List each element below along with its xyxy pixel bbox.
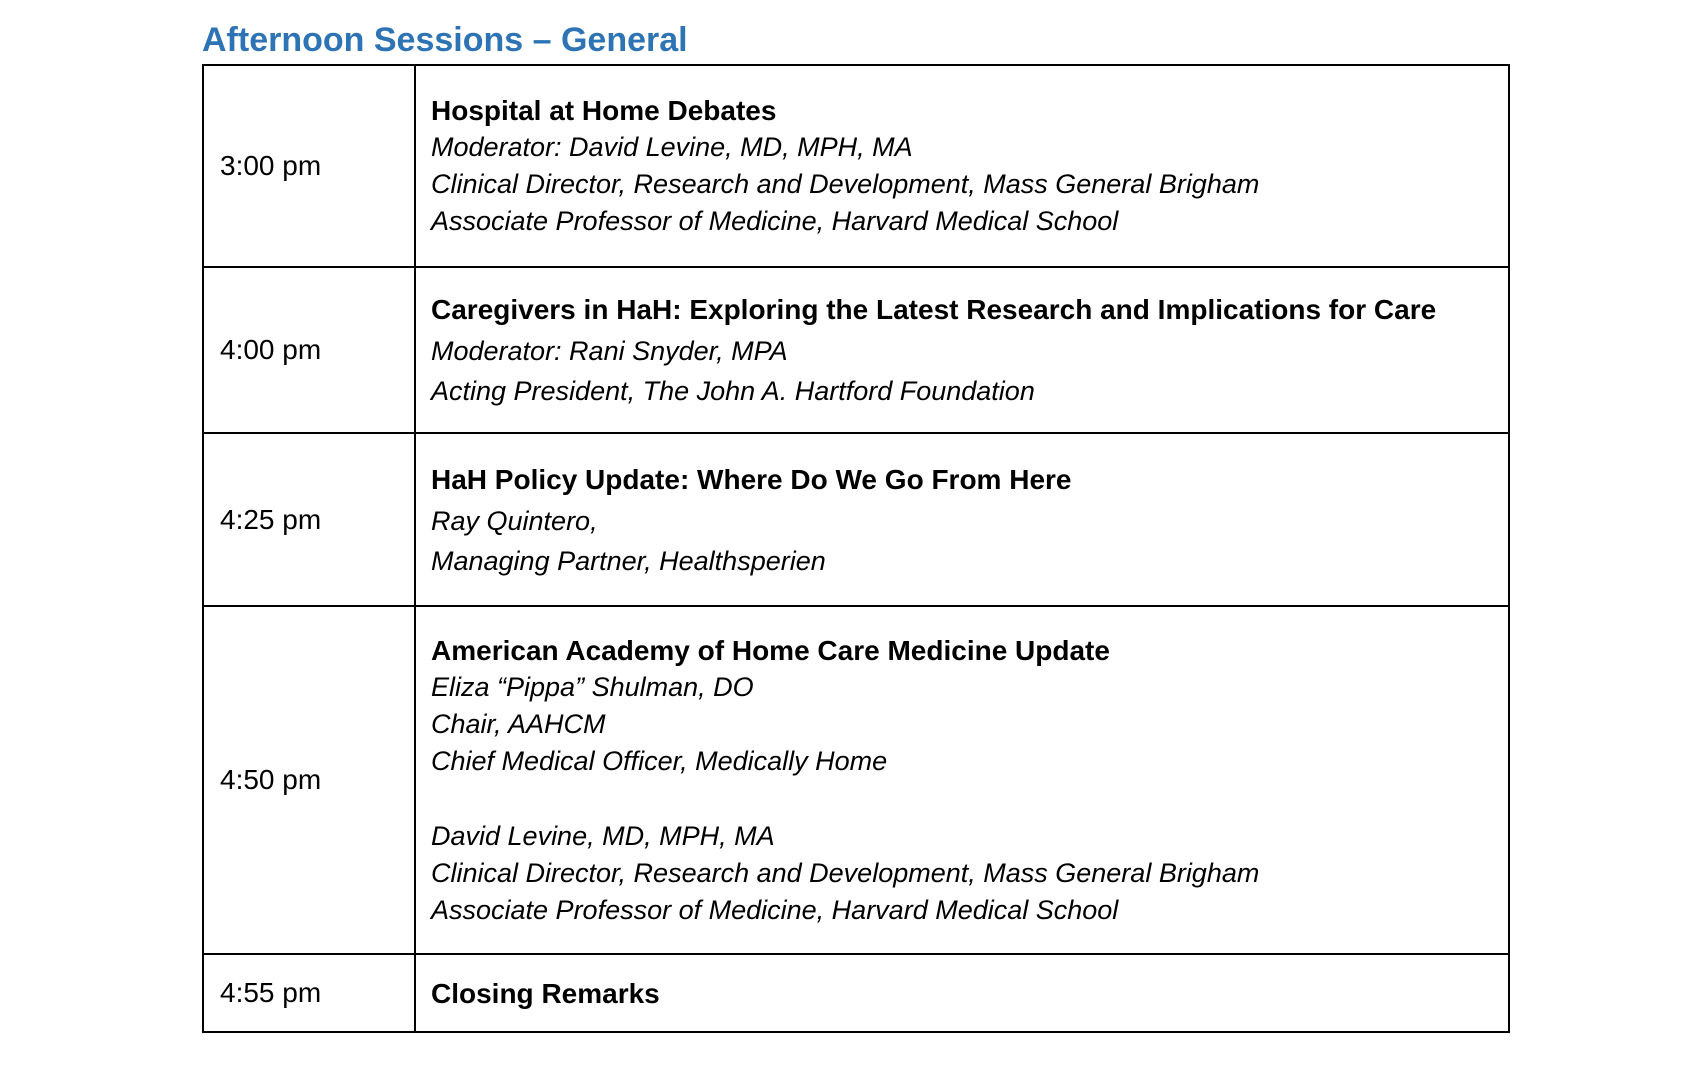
session-speaker-line: Managing Partner, Healthsperien: [431, 545, 826, 576]
session-speaker-line: Acting President, The John A. Hartford Foundation: [431, 376, 1035, 406]
session-title: Closing Remarks: [431, 977, 660, 1009]
session-speaker-line: Moderator: Rani Snyder, MPA: [431, 336, 788, 366]
session-details: [415, 606, 1509, 954]
session-speaker-line: David Levine, MD, MPH, MA: [431, 820, 775, 851]
agenda-row: [203, 954, 1509, 1032]
session-speaker-line: Chief Medical Officer, Medically Home: [431, 745, 888, 776]
session-time: 4:00 pm: [203, 267, 415, 433]
session-title: Hospital at Home Debates: [431, 95, 777, 126]
session-speaker-line: Associate Professor of Medicine, Harvard Medical School: [431, 206, 1119, 236]
session-time: 4:50 pm: [203, 606, 415, 954]
session-details: [415, 954, 1509, 1032]
session-time: 4:55 pm: [203, 954, 415, 1032]
session-speaker-line: Clinical Director, Research and Development, Mass General Brigham: [431, 169, 1260, 199]
session-speaker-line: Moderator: David Levine, MD, MPH, MA: [431, 132, 913, 162]
session-time: 3:00 pm: [203, 65, 415, 267]
session-title: Caregivers in HaH: Exploring the Latest Research and Implications for Care: [431, 294, 1437, 325]
spacer: [431, 780, 1508, 818]
session-details: [415, 267, 1509, 433]
session-details: [415, 65, 1509, 267]
session-speaker-line: Clinical Director, Research and Development, Mass General Brigham: [431, 857, 1260, 888]
agenda-row: [203, 65, 1509, 267]
agenda-row: [203, 267, 1509, 433]
session-speaker-line: Chair, AAHCM: [431, 708, 606, 739]
session-title: American Academy of Home Care Medicine Update: [431, 634, 1110, 666]
session-details: [415, 433, 1509, 606]
agenda-row: [203, 606, 1509, 954]
agenda-table: [202, 64, 1510, 1033]
session-speaker-line: Ray Quintero,: [431, 505, 598, 536]
session-speaker-line: Associate Professor of Medicine, Harvard Medical School: [431, 894, 1119, 925]
page-title: Afternoon Sessions – General: [202, 21, 688, 59]
agenda-row: [203, 433, 1509, 606]
session-time: 4:25 pm: [203, 433, 415, 606]
session-title: HaH Policy Update: Where Do We Go From Here: [431, 463, 1072, 495]
session-speaker-line: Eliza “Pippa” Shulman, DO: [431, 671, 754, 702]
